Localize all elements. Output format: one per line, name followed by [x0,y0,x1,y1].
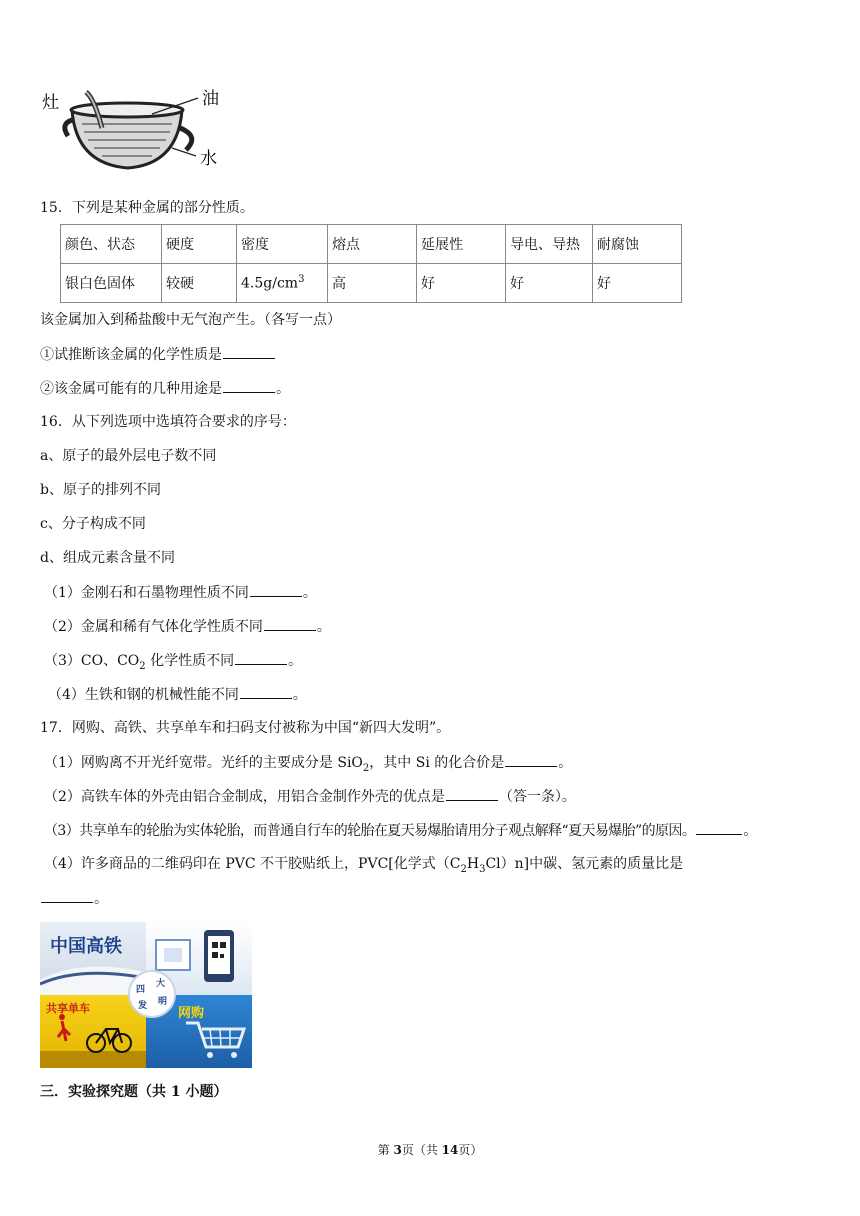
answer-blank[interactable] [235,650,287,665]
table-header-cell: 密度 [237,225,328,264]
q16-part1-text: （1）金刚石和石墨物理性质不同 [44,585,249,601]
q17-part1 [44,752,572,779]
answer-blank[interactable] [505,752,557,767]
label-oil: 油 [202,89,219,109]
subscript: 2 [460,863,467,875]
label-water: 水 [200,149,217,169]
table-cell: 较硬 [162,264,237,303]
q16-stem: 16．从下列选项中选填符合要求的序号： [40,414,296,430]
table-cell: 好 [506,264,593,303]
section-heading: 三．实验探究题（共 1 小题） [40,1084,228,1100]
q16-option-b: b、原子的排列不同 [40,482,161,498]
q16-part2 [44,616,331,637]
q16-option-a: a、原子的最外层电子数不同 [40,448,217,464]
q17-part1-text-b: ，其中 Si 的化合价是 [369,755,505,771]
q17-part3-text: （3）共享单车的轮胎为实体轮胎，而普通自行车的轮胎在夏天易爆胎请用分子观点解释“夏天易爆胎”的原因。 [44,823,696,839]
q16-option-d: d、组成元素含量不同 [40,550,175,566]
density-value: 4.5g/cm [241,275,299,292]
q16-part3-text-b: 化学性质不同 [150,653,235,669]
punctuation: 。 [292,687,307,703]
q17-part1-text: （1）网购离不开光纤宽带。光纤的主要成分是 SiO [44,755,363,771]
answer-blank[interactable] [446,786,498,801]
formula-h: H [466,856,480,872]
badge-char: 发 [138,1001,148,1011]
table-header-cell: 熔点 [328,225,417,264]
table-header-cell: 延展性 [417,225,506,264]
table-row [61,264,682,303]
table-header-cell: 硬度 [162,225,237,264]
label-stove: 灶 [42,93,59,113]
footer-text: 第 [377,1143,394,1157]
answer-blank[interactable] [250,582,302,597]
q15-sub1-text: ①试推断该金属的化学性质是 [40,347,222,363]
table-row-header [61,225,682,264]
table-header-cell: 颜色、状态 [61,225,162,264]
q17-part2-text: （2）高铁车体的外壳由铝合金制成，用铝合金制作外壳的优点是 [44,789,445,805]
q16-part3 [44,650,302,677]
badge-char: 大 [156,979,166,989]
table-cell: 好 [593,264,682,303]
punctuation: 。 [743,823,757,839]
density-exponent: 3 [298,274,305,286]
q17-stem: 17．网购、高铁、共享单车和扫码支付被称为中国“新四大发明”。 [40,720,451,736]
subscript: 3 [479,863,486,875]
q15-sub2 [40,378,290,399]
answer-blank[interactable] [223,344,275,359]
table-header-cell: 耐腐蚀 [593,225,682,264]
q17-part4-text-b: Cl）n]中碳、氢元素的质量比是 [485,856,684,872]
shared-bike-label: 共享单车 [46,1002,90,1015]
table-cell: 好 [417,264,506,303]
q17-part4-text: （4）许多商品的二维码印在 PVC 不干胶贴纸上，PVC[化学式（C [44,856,461,872]
table-header-cell: 导电、导热 [506,225,593,264]
q15-sub2-text: ②该金属可能有的几种用途是 [40,381,222,397]
punctuation: 。 [316,619,331,635]
q17-part3 [44,820,757,841]
punctuation: 。 [302,585,317,601]
q16-part3-text: （3）CO、CO [44,653,140,669]
four-inventions-collage [40,922,252,1068]
q16-part2-text: （2）金属和稀有气体化学性质不同 [44,619,263,635]
footer-text: 页（共 [401,1143,442,1157]
q16-part4-text: （4）生铁和钢的机械性能不同 [48,687,239,703]
q15-sub1 [40,344,276,365]
high-speed-rail-label: 中国高铁 [50,936,122,957]
answer-blank[interactable] [264,616,316,631]
q16-option-c: c、分子构成不同 [40,516,146,532]
q15-stem: 15．下列是某种金属的部分性质。 [40,200,254,216]
metal-properties-table [60,224,682,303]
footer-text: 页） [458,1143,483,1157]
answer-blank[interactable] [240,684,292,699]
four-inventions-badge [128,970,176,1018]
q17-part2 [44,786,576,807]
badge-char: 四 [136,985,146,995]
table-cell [237,264,328,303]
punctuation: 。 [558,755,573,771]
page-total: 14 [441,1143,459,1157]
page-footer [0,1141,860,1158]
q16-part1 [44,582,317,603]
badge-char: 明 [158,997,168,1007]
q17-part4 [44,854,683,880]
subscript: 2 [362,762,370,774]
q17-part2-text-b: （答一条）。 [498,789,576,805]
q17-part4-continued [40,888,108,909]
q16-part4 [48,684,307,705]
punctuation: 。 [288,653,303,669]
subscript: 2 [139,660,146,672]
page-number: 3 [393,1143,402,1157]
answer-blank[interactable] [696,820,742,835]
table-cell: 银白色固体 [61,264,162,303]
oil-water-pot-illustration [40,84,240,180]
online-shopping-label: 网购 [178,1006,205,1021]
answer-blank[interactable] [223,378,275,393]
table-cell: 高 [328,264,417,303]
q15-note: 该金属加入到稀盐酸中无气泡产生。（各写一点） [40,312,341,328]
answer-blank[interactable] [41,888,93,903]
punctuation: 。 [94,891,108,907]
punctuation: 。 [276,381,290,397]
